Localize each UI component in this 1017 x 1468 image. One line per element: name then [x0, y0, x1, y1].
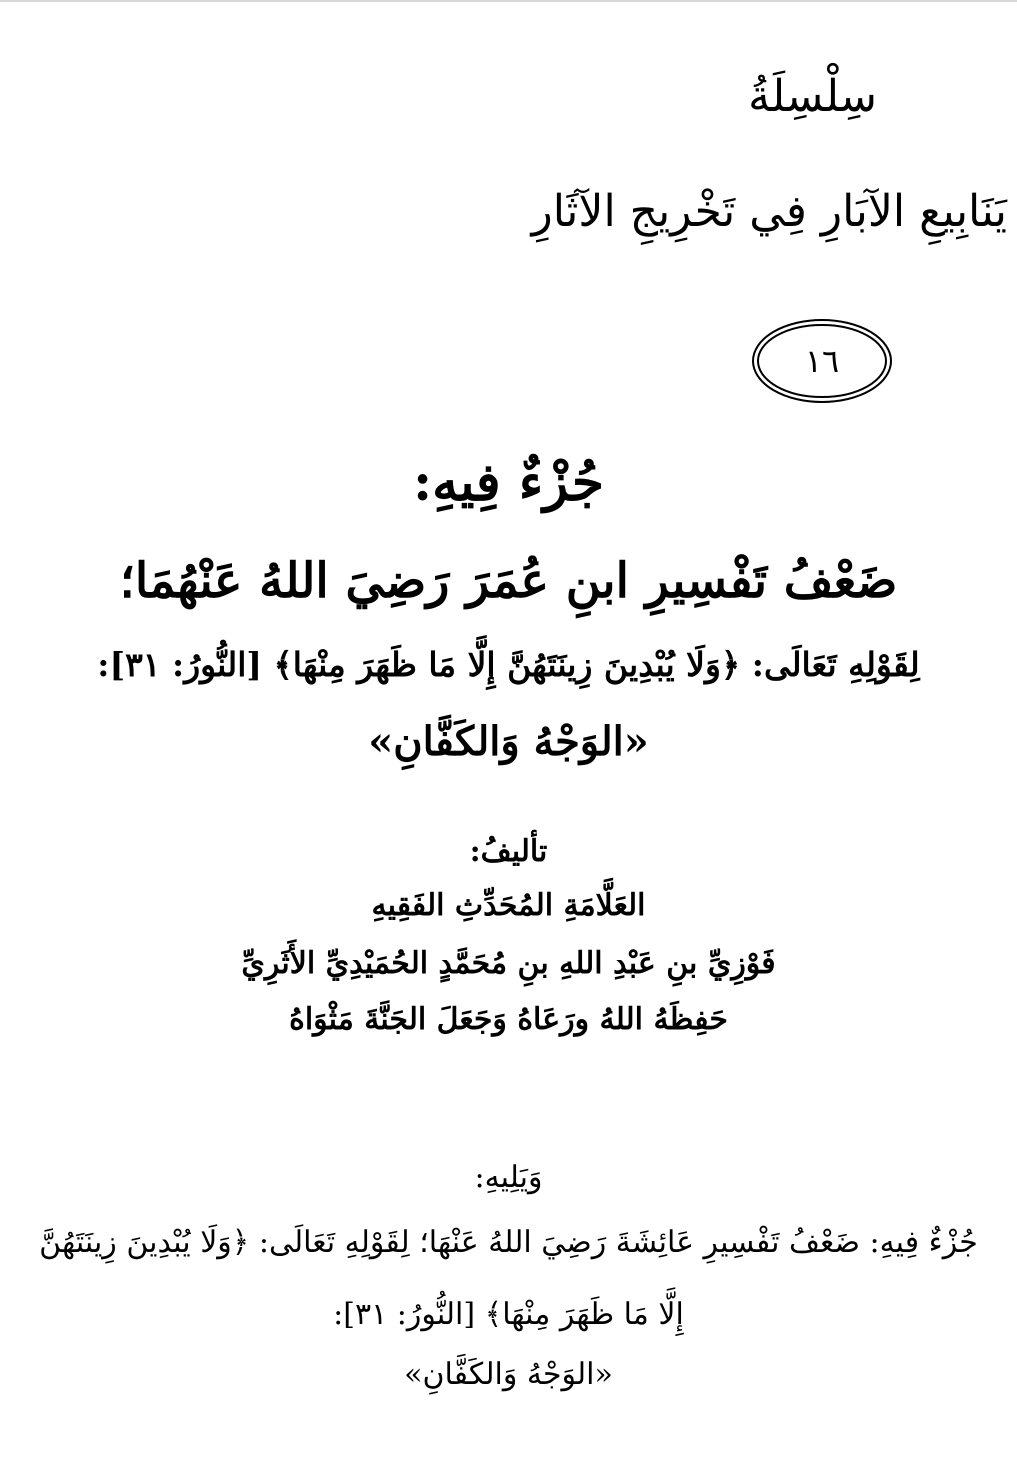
main-title: ضَعْفُ تَفْسِيرِ ابنِ عُمَرَ رَضِيَ اللهُ عَنْهُمَا؛: [119, 553, 898, 609]
second-part-line-3: «الوَجْهُ وَالكَفَّانِ»: [404, 1357, 613, 1392]
followed-by-label: وَيَلِيهِ:: [474, 1160, 543, 1195]
top-edge-line: [0, 0, 1017, 2]
author-honorific: العَلَّامَةِ المُحَدِّثِ الفَقِيهِ: [371, 888, 646, 923]
series-title: يَنَابِيعِ الآبَارِ فِي تَخْرِيجِ الآثَارِ: [531, 186, 1007, 237]
verse-line: لِقَوْلِهِ تَعَالَى: ﴿وَلَا يُبْدِينَ زِينَتَهُنَّ إِلَّا مَا ظَهَرَ مِنْهَا﴾ [النُّورُ: ٣١]:: [97, 645, 920, 684]
face-hands-phrase: «الوَجْهُ وَالكَفَّانِ»: [368, 718, 649, 765]
author-prayer: حَفِظَهُ اللهُ ورَعَاهُ وَجَعَلَ الجَنَّةَ مَثْوَاهُ: [289, 1002, 728, 1037]
volume-number: ١٦: [804, 342, 840, 380]
second-part-line-2: إِلَّا مَا ظَهَرَ مِنْهَا﴾ [النُّورُ: ٣١]:: [333, 1297, 684, 1332]
part-label: جُزْءٌ فِيهِ:: [412, 452, 604, 513]
author-name: فَوْزِيِّ بنِ عَبْدِ اللهِ بنِ مُحَمَّدٍ الحُمَيْدِيِّ الأَثَرِيِّ: [241, 946, 776, 981]
volume-badge: [751, 318, 893, 404]
authored-by-label: تأليفُ:: [469, 834, 548, 869]
second-part-line-1: جُزْءٌ فِيهِ: ضَعْفُ تَفْسِيرِ عَائِشَةَ رَضِيَ اللهُ عَنْهَا؛ لِقَوْلِهِ تَعَالَى: ﴿وَلَا يُبْدِينَ زِينَتَهُنَّ: [39, 1225, 978, 1260]
series-label: سِلْسِلَةُ: [748, 71, 877, 122]
